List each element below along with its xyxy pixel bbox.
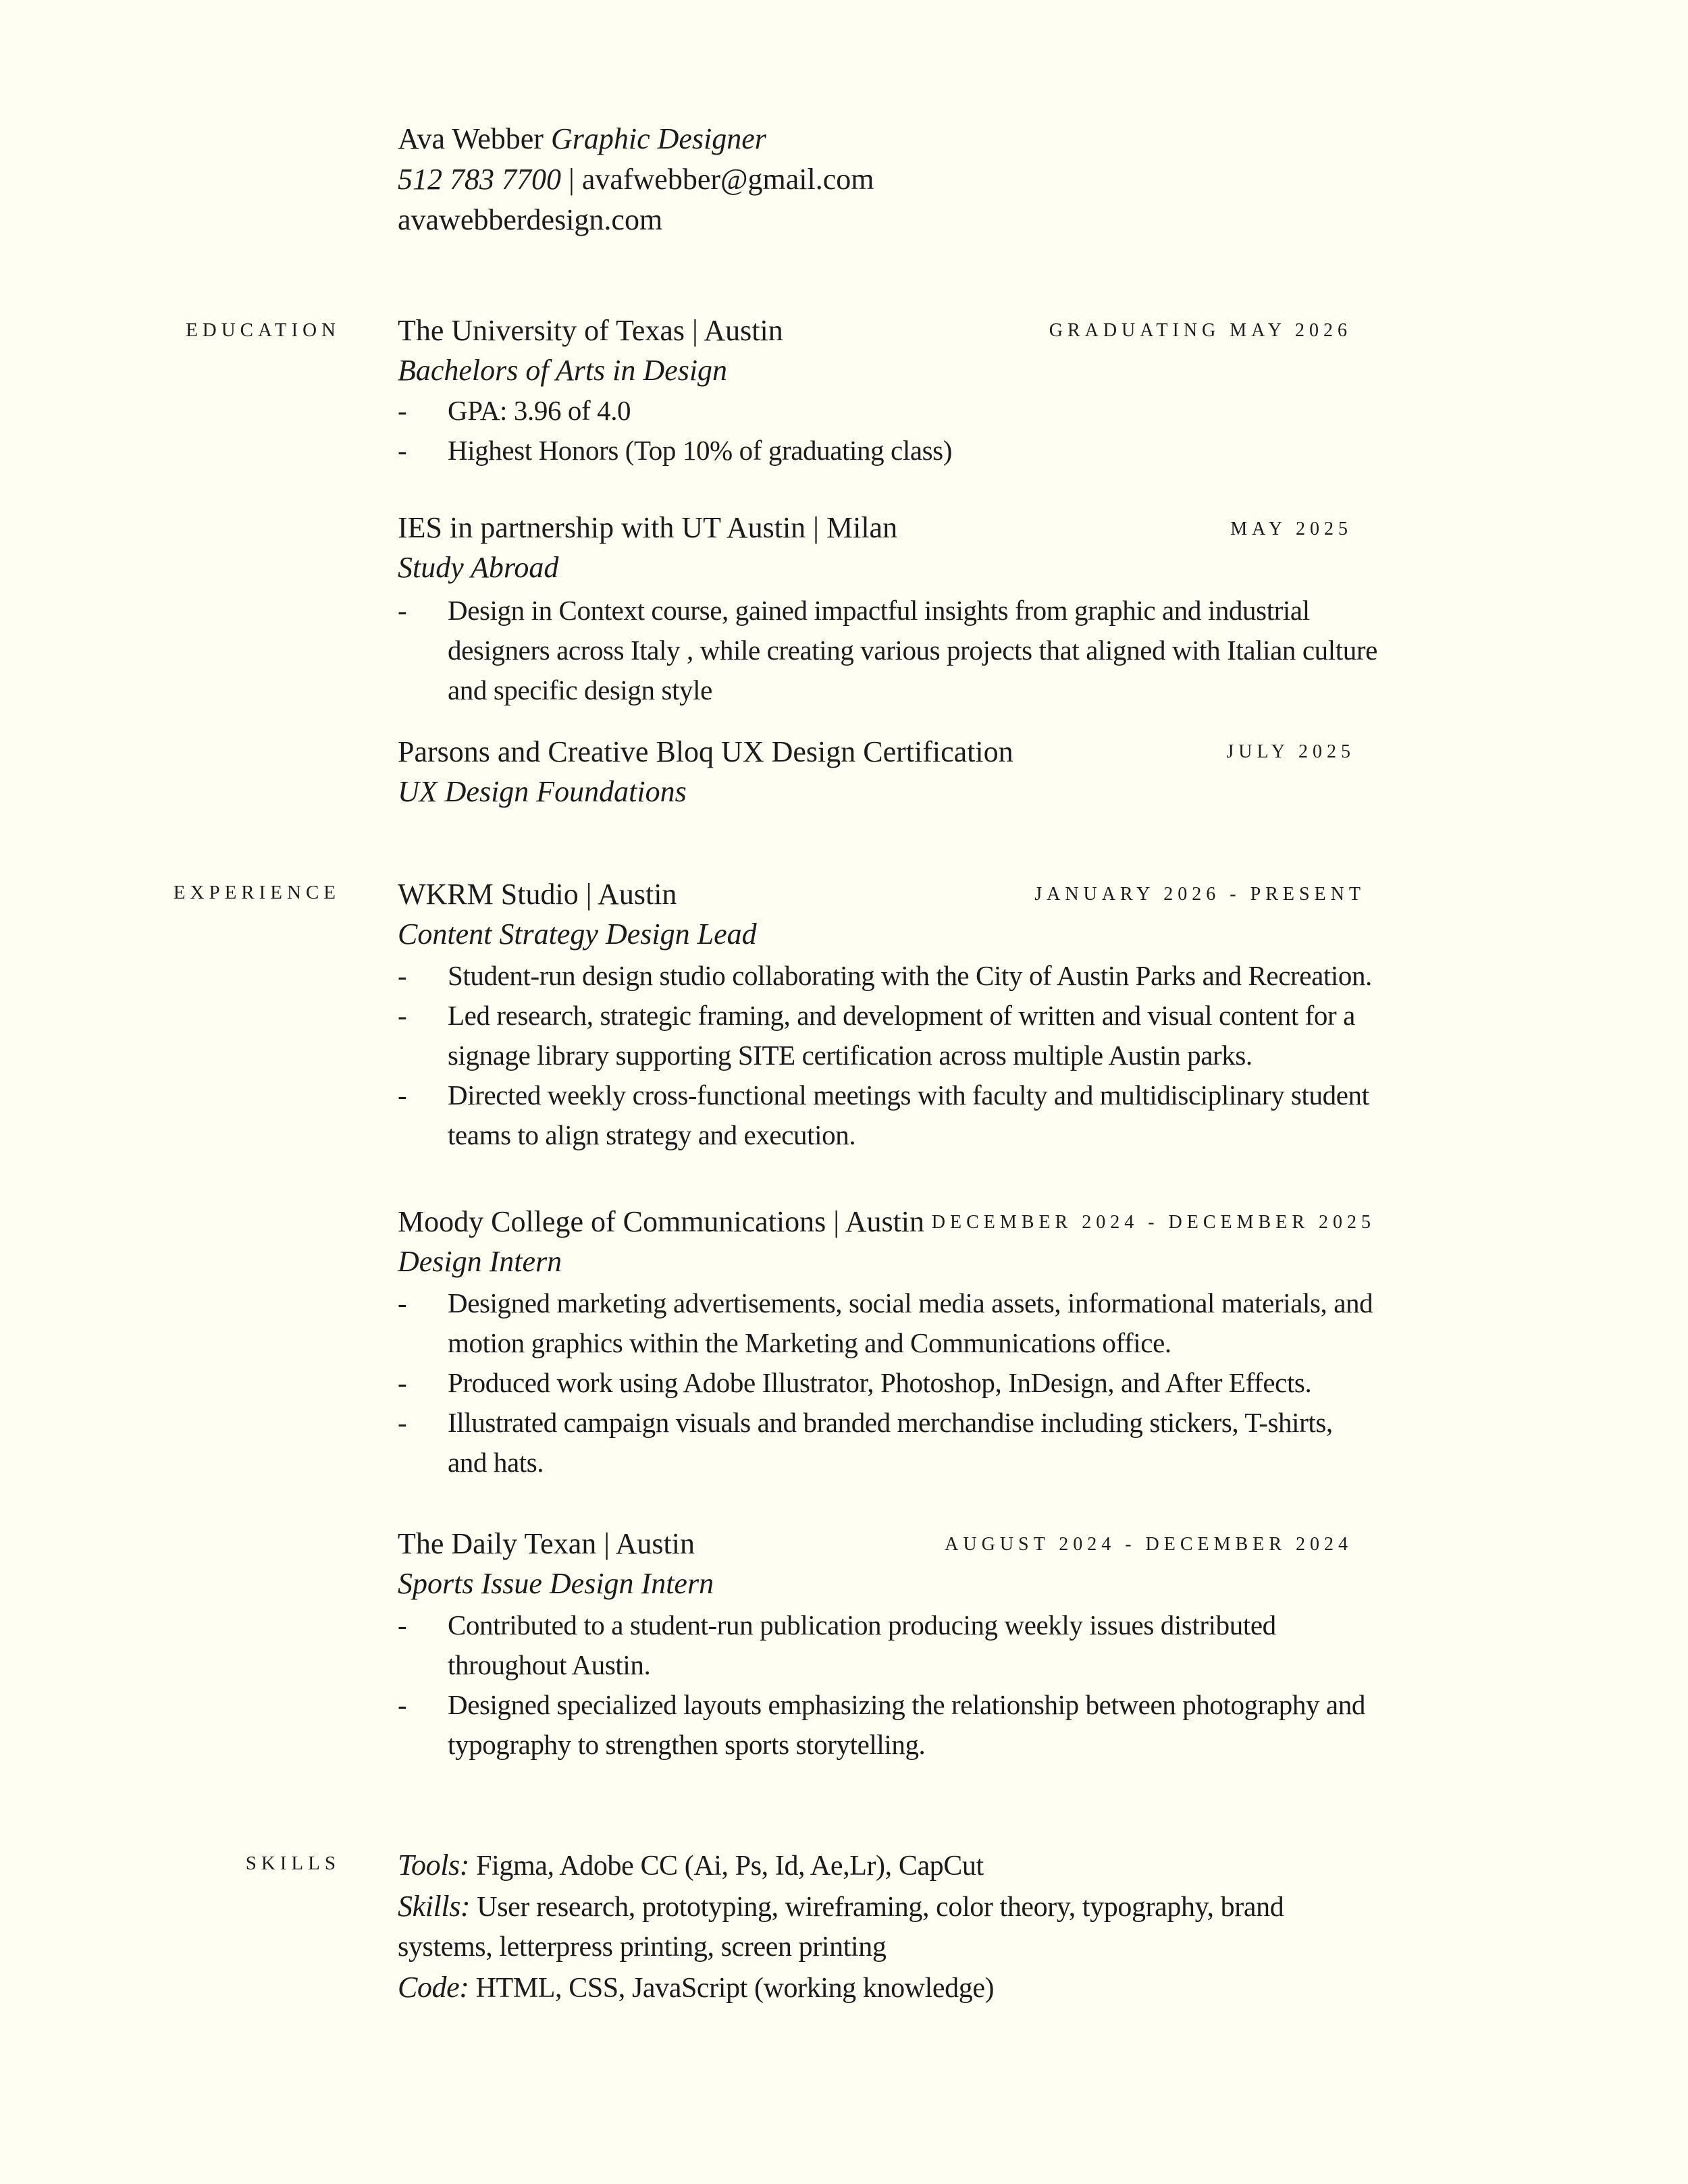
email[interactable]: avafwebber@gmail.com: [581, 163, 874, 196]
bullet-marker: -: [398, 395, 407, 426]
skills-tools-value: Figma, Adobe CC (Ai, Ps, Id, Ae,Lr), CapCut: [469, 1850, 984, 1882]
bullet-marker: -: [398, 595, 407, 626]
education-entry: [398, 311, 1352, 471]
list-item: - Produced work using Adobe Illustrator, Photoshop, InDesign, and After Effects.: [398, 1363, 1406, 1403]
entry-organization: WKRM Studio | Austin: [398, 878, 677, 911]
bullet-marker: -: [398, 1287, 407, 1319]
website-line: [398, 200, 874, 240]
entry-header: [398, 875, 1365, 914]
entry-date: AUGUST 2024 - DECEMBER 2024: [945, 1534, 1352, 1555]
entry-bullets: [398, 591, 1377, 710]
skills-skills-value: User research, prototyping, wireframing, color theory, typography, brand systems, letterpress printing, screen printing: [398, 1892, 1284, 1963]
list-item: - Student-run design studio collaborating with the City of Austin Parks and Recreation.: [398, 956, 1406, 996]
entry-bullets: [398, 956, 1372, 1155]
entry-organization: IES in partnership with UT Austin | Milan: [398, 511, 898, 544]
bullet-marker: -: [398, 435, 407, 466]
entry-role: UX Design Foundations: [398, 775, 687, 808]
list-item: - Contributed to a student-run publication producing weekly issues distributed throughout Austin.: [398, 1605, 1339, 1685]
website[interactable]: avawebberdesign.com: [398, 203, 663, 236]
entry-bullets: [398, 1605, 1365, 1765]
entry-role: Study Abroad: [398, 551, 559, 584]
skills-skills-key: Skills:: [398, 1890, 471, 1923]
skills-tools-key: Tools:: [398, 1848, 470, 1882]
entry-header: [398, 311, 1352, 350]
entry-date: GRADUATING MAY 2026: [1049, 320, 1352, 341]
entry-organization: The Daily Texan | Austin: [398, 1527, 695, 1560]
section-label-education: EDUCATION: [186, 319, 340, 341]
bullet-marker: -: [398, 960, 407, 991]
list-item: - Led research, strategic framing, and development of written and visual content for a signage library supporting SITE certification across multiple Austin parks.: [398, 996, 1406, 1075]
entry-header: [398, 508, 1352, 548]
resume-header: [398, 119, 874, 240]
entry-date: DECEMBER 2024 - DECEMBER 2025: [931, 1212, 1375, 1233]
list-item: - Illustrated campaign visuals and branded merchandise including stickers, T-shirts, and hats.: [398, 1403, 1339, 1483]
entry-role: Content Strategy Design Lead: [398, 917, 757, 951]
entry-organization: The University of Texas | Austin: [398, 314, 783, 347]
bullet-marker: -: [398, 1407, 407, 1438]
section-label-experience: EXPERIENCE: [173, 882, 340, 903]
experience-entry: [398, 875, 1372, 1155]
bullet-marker: -: [398, 1000, 407, 1031]
entry-organization: Parsons and Creative Bloq UX Design Certification: [398, 735, 1013, 768]
entry-bullets: [398, 1283, 1373, 1483]
job-title: Graphic Designer: [550, 122, 766, 155]
entry-date: JULY 2025: [1226, 741, 1355, 762]
skills-code-value: HTML, CSS, JavaScript (working knowledge): [469, 1973, 995, 2004]
entry-role: Bachelors of Arts in Design: [398, 354, 728, 387]
contact-line: [398, 159, 874, 200]
list-item: - Designed specialized layouts emphasizing the relationship between photography and typography to strengthen sports storytelling.: [398, 1685, 1406, 1765]
entry-bullets: [398, 391, 1343, 471]
experience-entry: [398, 1202, 1375, 1483]
skills-code-line: [398, 1967, 1397, 2008]
list-item: - Highest Honors (Top 10% of graduating class): [398, 431, 1406, 471]
education-entry: [398, 733, 1355, 812]
list-item: - Designed marketing advertisements, social media assets, informational materials, and motion graphics within the Marketing and Communications office.: [398, 1283, 1406, 1363]
separator: |: [569, 163, 575, 196]
list-item: - Directed weekly cross-functional meetings with faculty and multidisciplinary student teams to align strategy and execution.: [398, 1075, 1406, 1155]
entry-header: [398, 1202, 1375, 1242]
bullet-marker: -: [398, 1609, 407, 1641]
bullet-marker: -: [398, 1689, 407, 1720]
skills-block: [398, 1845, 1397, 2008]
entry-date: JANUARY 2026 - PRESENT: [1034, 884, 1365, 905]
entry-header: [398, 1524, 1352, 1564]
entry-header: [398, 733, 1355, 772]
list-item: - Design in Context course, gained impactful insights from graphic and industrial designers across Italy , while creating various projects that aligned with Italian culture and specific design style: [398, 591, 1406, 710]
entry-role: Sports Issue Design Intern: [398, 1567, 714, 1600]
name-line: [398, 119, 874, 159]
skills-tools-line: [398, 1845, 1397, 1886]
skills-code-key: Code:: [398, 1971, 469, 2004]
entry-date: MAY 2025: [1230, 518, 1352, 539]
name: Ava Webber: [398, 122, 544, 155]
entry-role: Design Intern: [398, 1245, 562, 1278]
section-label-skills: SKILLS: [245, 1853, 340, 1874]
list-item: - GPA: 3.96 of 4.0: [398, 391, 1406, 431]
phone: 512 783 7700: [398, 163, 561, 196]
bullet-marker: -: [398, 1080, 407, 1111]
experience-entry: [398, 1524, 1365, 1765]
skills-skills-line: [398, 1886, 1370, 1967]
education-entry: [398, 508, 1377, 710]
bullet-marker: -: [398, 1367, 407, 1398]
entry-organization: Moody College of Communications | Austin: [398, 1205, 925, 1238]
